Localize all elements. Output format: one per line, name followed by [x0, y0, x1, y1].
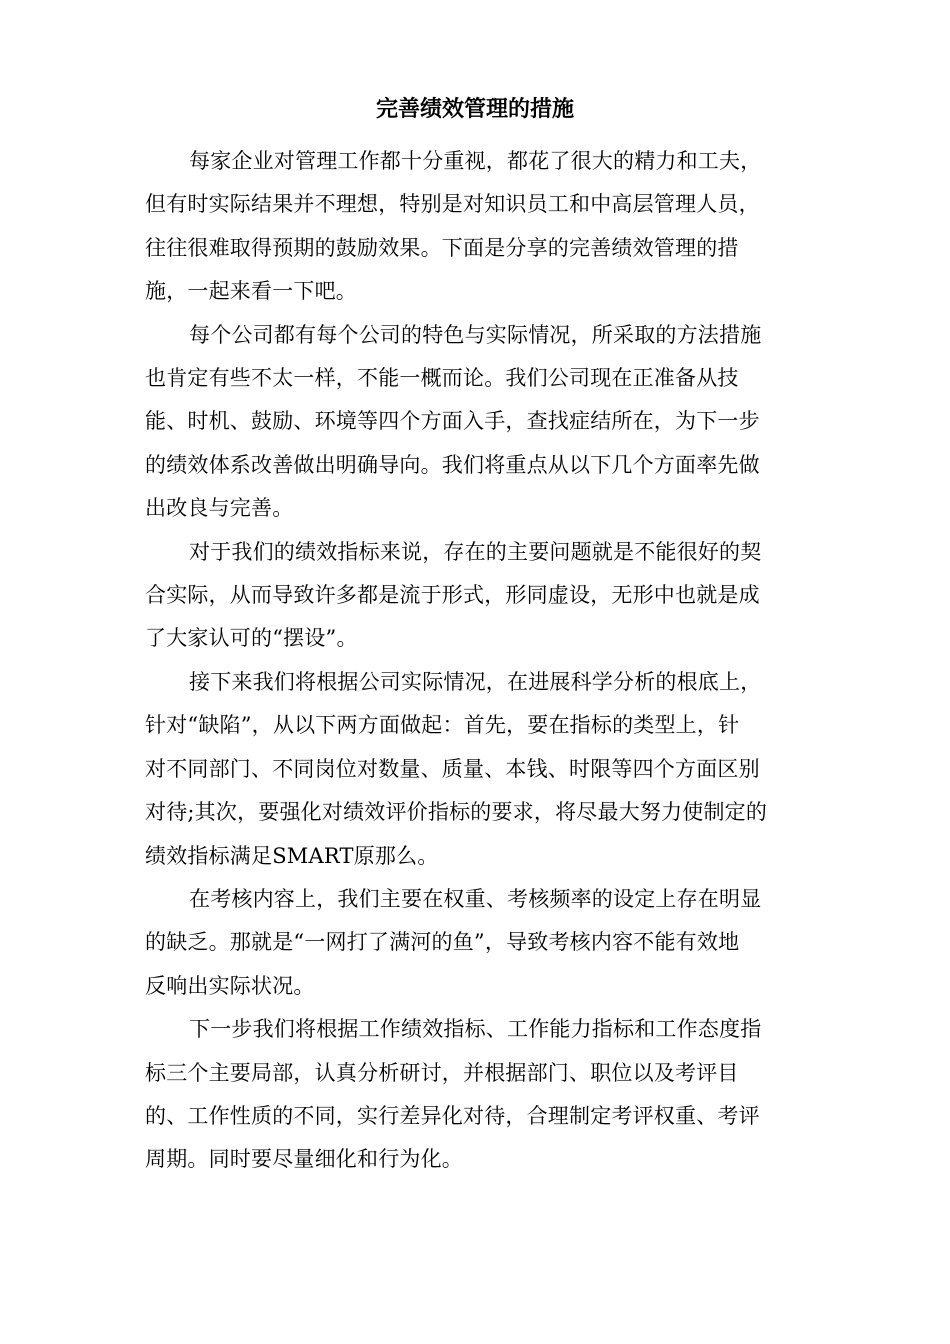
text-line: 的缺乏。那就是“一网打了满河的鱼”，导致考核内容不能有效地	[145, 930, 740, 955]
text-line: 标三个主要局部，认真分析研讨，并根据部门、职位以及考评目	[145, 1060, 739, 1085]
paragraph-approach	[145, 314, 810, 531]
document-body	[145, 140, 810, 1182]
text-line: 在考核内容上，我们主要在权重、考核频率的设定上存在明显	[189, 886, 762, 911]
text-line: 能、时机、鼓励、环境等四个方面入手，查找症结所在，为下一步	[145, 409, 760, 434]
page-title: 完善绩效管理的措施	[375, 97, 574, 122]
text-line: 接下来我们将根据公司实际情况，在进展科学分析的根底上，	[189, 669, 762, 694]
text-line: 针对“缺陷”，从以下两方面做起：首先，要在指标的类型上，针	[145, 713, 740, 738]
text-line: 对待;其次，要强化对绩效评价指标的要求，将尽最大努力使制定的	[145, 800, 768, 825]
paragraph-indicators	[145, 531, 810, 661]
text-line: 反响出实际状况。	[145, 973, 315, 998]
paragraph-intro	[145, 140, 810, 314]
text-line: 绩效指标满足SMART原那么。	[145, 843, 439, 868]
text-line: 的绩效体系改善做出明确导向。我们将重点从以下几个方面率先做	[145, 452, 760, 477]
text-line: 也肯定有些不太一样，不能一概而论。我们公司现在正准备从技	[145, 366, 739, 391]
paragraph-next-steps	[145, 661, 810, 878]
text-line: 周期。同时要尽量细化和行为化。	[145, 1147, 463, 1172]
paragraph-plan	[145, 1008, 810, 1182]
text-line: 往往很难取得预期的鼓励效果。下面是分享的完善绩效管理的措	[145, 235, 739, 260]
text-line: 对于我们的绩效指标来说，存在的主要问题就是不能很好的契	[189, 539, 762, 564]
text-line: 每个公司都有每个公司的特色与实际情况，所采取的方法措施	[189, 322, 762, 347]
text-line: 出改良与完善。	[145, 496, 294, 521]
text-line: 但有时实际结果并不理想，特别是对知识员工和中高层管理人员，	[145, 192, 760, 217]
text-line: 了大家认可的“摆设”。	[145, 626, 358, 651]
paragraph-assessment-content	[145, 878, 810, 1008]
text-line: 的、工作性质的不同，实行差异化对待，合理制定考评权重、考评	[145, 1103, 760, 1128]
text-line: 合实际，从而导致许多都是流于形式，形同虚设，无形中也就是成	[145, 583, 760, 608]
text-line: 每家企业对管理工作都十分重视，都花了很大的精力和工夫，	[189, 149, 762, 173]
text-line: 下一步我们将根据工作绩效指标、工作能力指标和工作态度指	[189, 1017, 762, 1042]
text-line: 施，一起来看一下吧。	[145, 279, 357, 304]
text-line: 对不同部门、不同岗位对数量、质量、本钱、时限等四个方面区别	[145, 756, 760, 781]
